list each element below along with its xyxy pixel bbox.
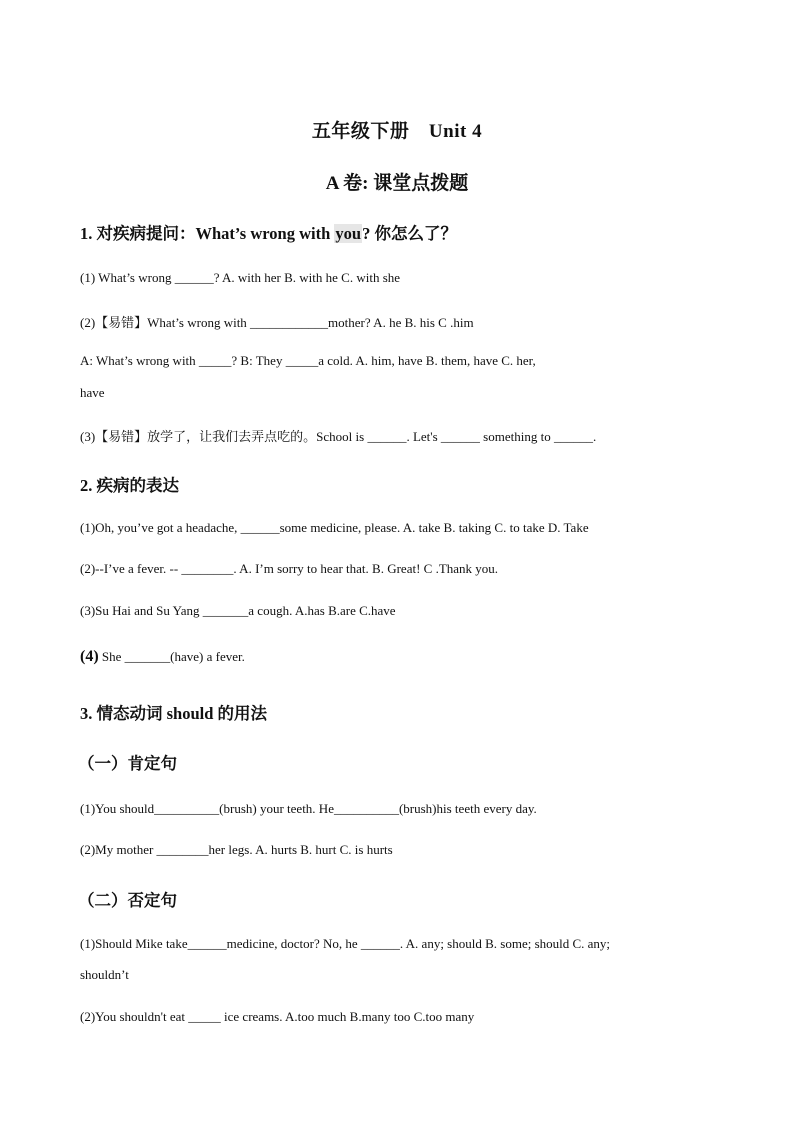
- question-1-2: (2)【易错】What’s wrong with ____________mother? A. he B. his C .him: [80, 315, 474, 330]
- question-2-4-text: She _______(have) a fever.: [101, 649, 245, 664]
- section-3-heading: 3. 情态动词 should 的用法: [80, 704, 268, 723]
- question-2-4-number: (4): [80, 648, 99, 665]
- section-1-heading-pre: 1. 对疾病提问：What’s wrong with: [80, 224, 335, 243]
- question-3-2-1-line-1: (1)Should Mike take______medicine, doctor? No, he ______. A. any; should B. some; should C. any;: [80, 936, 611, 951]
- question-3-2-1-line-2: shouldn’t: [80, 967, 129, 982]
- question-3-1-2: (2)My mother ________her legs. A. hurts B. hurt C. is hurts: [80, 842, 393, 857]
- question-1-4: (3)【易错】放学了，让我们去弄点吃的。School is ______. Let's ______ something to ______.: [80, 429, 597, 444]
- page-subtitle: A 卷: 课堂点拨题: [325, 173, 469, 194]
- highlighted-word: you: [335, 224, 362, 243]
- question-1-3-line-1: A: What’s wrong with _____? B: They _____a cold. A. him, have B. them, have C. her,: [80, 353, 536, 368]
- subsection-negative-heading: （二）否定句: [78, 891, 177, 910]
- question-3-1-1: (1)You should__________(brush) your teeth. He__________(brush)his teeth every day.: [80, 801, 537, 816]
- question-1-3-line-2: have: [80, 385, 105, 400]
- question-2-4: [80, 648, 245, 666]
- subsection-affirmative-heading: （一）肯定句: [78, 754, 177, 773]
- question-2-2: (2)--I’ve a fever. -- ________. A. I’m sorry to hear that. B. Great! C .Thank you.: [80, 561, 499, 576]
- question-2-1: (1)Oh, you’ve got a headache, ______some medicine, please. A. take B. taking C. to take D. Take: [80, 520, 589, 535]
- question-2-3: (3)Su Hai and Su Yang _______a cough. A.has B.are C.have: [80, 603, 396, 618]
- question-3-2-2: (2)You shouldn't eat _____ ice creams. A.too much B.many too C.too many: [80, 1009, 475, 1024]
- section-2-heading: 2. 疾病的表达: [80, 476, 179, 495]
- question-1-1: (1) What’s wrong ______? A. with her B. with he C. with she: [80, 270, 401, 285]
- section-1-heading-post: ? 你怎么了？: [362, 224, 457, 243]
- section-1-heading: [80, 220, 457, 244]
- page-title: 五年级下册 Unit 4: [311, 121, 483, 142]
